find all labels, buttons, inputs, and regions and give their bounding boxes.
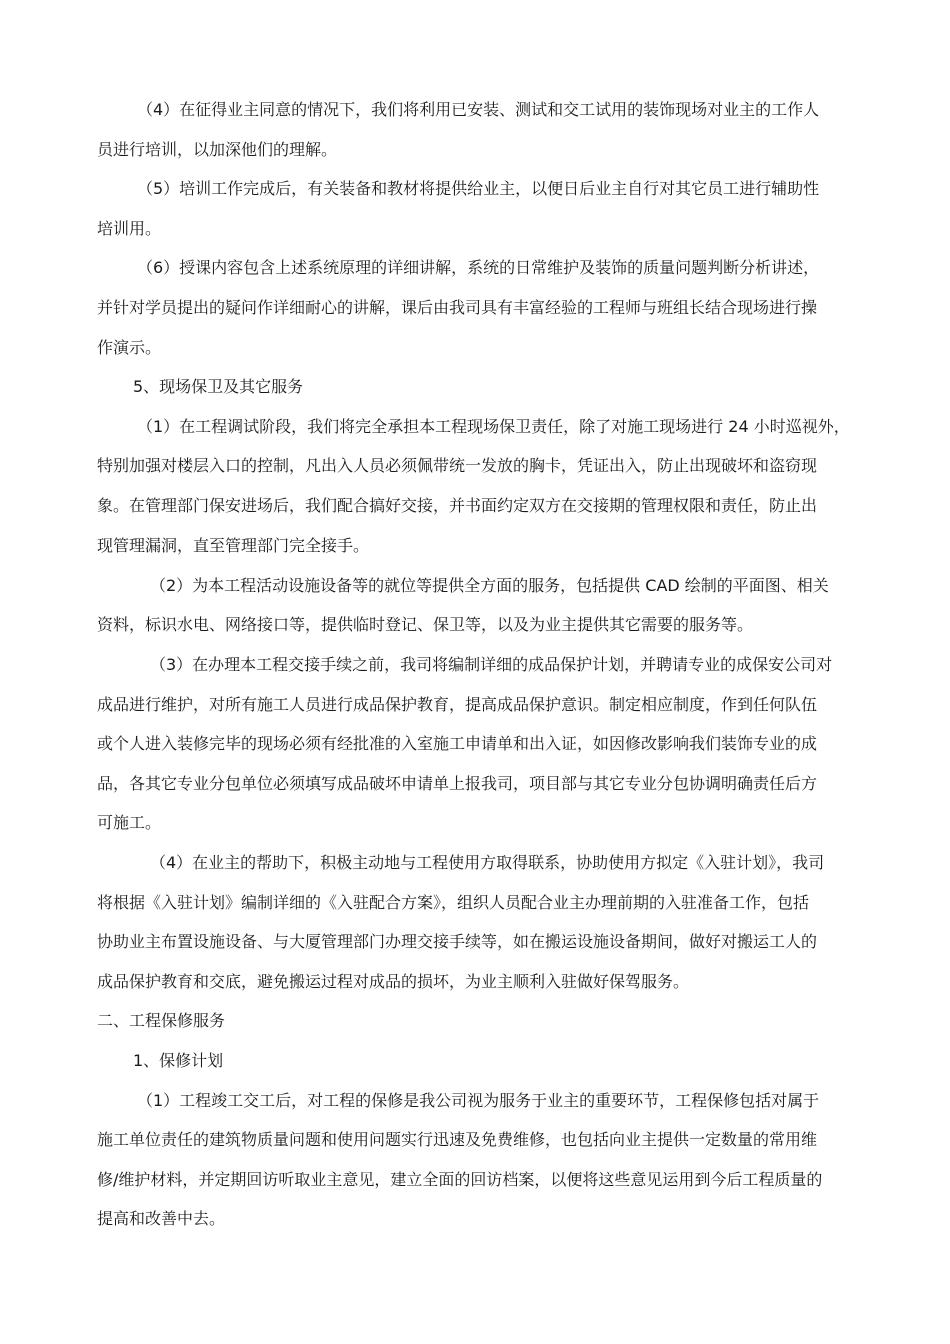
- text-line: 提高和改善中去。: [97, 1209, 226, 1228]
- text-line: 象。在管理部门保安进场后，我们配合搞好交接，并书面约定双方在交接期的管理权限和责任，防止出: [97, 496, 818, 515]
- text-line: 现管理漏洞，直至管理部门完全接手。: [97, 536, 370, 555]
- text-line: 作演示。: [97, 338, 162, 357]
- text-line: 成品进行维护，对所有施工人员进行成品保护教育，提高成品保护意识。制定相应制度，作到任何队伍: [97, 695, 818, 714]
- text-line: （5）培训工作完成后，有关装备和教材将提供给业主，以便日后业主自行对其它员工进行辅助性: [137, 179, 820, 198]
- text-line: （4）在业主的帮助下，积极主动地与工程使用方取得联系，协助使用方拟定《入驻计划》，我司: [150, 853, 825, 872]
- section-heading: 二、工程保修服务: [97, 1011, 226, 1030]
- text-line: 修/维护材料，并定期回访听取业主意见，建立全面的回访档案，以便将这些意见运用到今后工程质量的: [97, 1170, 823, 1189]
- text-line: 并针对学员提出的疑问作详细耐心的讲解，课后由我司具有丰富经验的工程师与班组长结合现场进行操: [97, 298, 818, 317]
- text-line: 特别加强对楼层入口的控制，凡出入人员必须佩带统一发放的胸卡，凭证出入，防止出现破坏和盗窃现: [97, 456, 818, 475]
- text-line: 协助业主布置设施设备、与大厦管理部门办理交接手续等，如在搬运设施设备期间，做好对搬运工人的: [97, 932, 818, 951]
- subsection-heading: 1、保修计划: [133, 1051, 224, 1070]
- text-line: 员进行培训，以加深他们的理解。: [97, 140, 338, 159]
- text-line: 培训用。: [97, 219, 162, 238]
- text-line: （3）在办理本工程交接手续之前，我司将编制详细的成品保护计划，并聘请专业的成保安公司对: [150, 655, 833, 674]
- text-line: 成品保护教育和交底，避免搬运过程对成品的损坏，为业主顺利入驻做好保驾服务。: [97, 972, 690, 991]
- text-line: （2）为本工程活动设施设备等的就位等提供全方面的服务，包括提供 CAD 绘制的平面图、相关: [150, 576, 829, 595]
- text-line: 品，各其它专业分包单位必须填写成品破坏申请单上报我司，项目部与其它专业分包协调明确责任后方: [97, 774, 818, 793]
- text-line: 或个人进入装修完毕的现场必须有经批准的入室施工申请单和出入证，如因修改影响我们装饰专业的成: [97, 734, 818, 753]
- text-line: 将根据《入驻计划》编制详细的《入驻配合方案》，组织人员配合业主办理前期的入驻准备工作，包括: [97, 893, 810, 912]
- section-heading: 5、现场保卫及其它服务: [133, 377, 304, 396]
- text-line: （1）在工程调试阶段，我们将完全承担本工程现场保卫责任，除了对施工现场进行 24 小时巡视外，: [137, 417, 850, 436]
- text-line: （1）工程竣工交工后，对工程的保修是我公司视为服务于业主的重要环节，工程保修包括对属于: [137, 1091, 820, 1110]
- text-line: （4）在征得业主同意的情况下，我们将利用已安装、测试和交工试用的装饰现场对业主的工作人: [137, 100, 820, 119]
- text-line: （6）授课内容包含上述系统原理的详细讲解，系统的日常维护及装饰的质量问题判断分析讲述，: [137, 258, 820, 277]
- text-line: 施工单位责任的建筑物质量问题和使用问题实行迅速及免费维修，也包括向业主提供一定数量的常用维: [97, 1130, 818, 1149]
- text-line: 资料，标识水电、网络接口等，提供临时登记、保卫等，以及为业主提供其它需要的服务等。: [97, 615, 754, 634]
- text-line: 可施工。: [97, 813, 162, 832]
